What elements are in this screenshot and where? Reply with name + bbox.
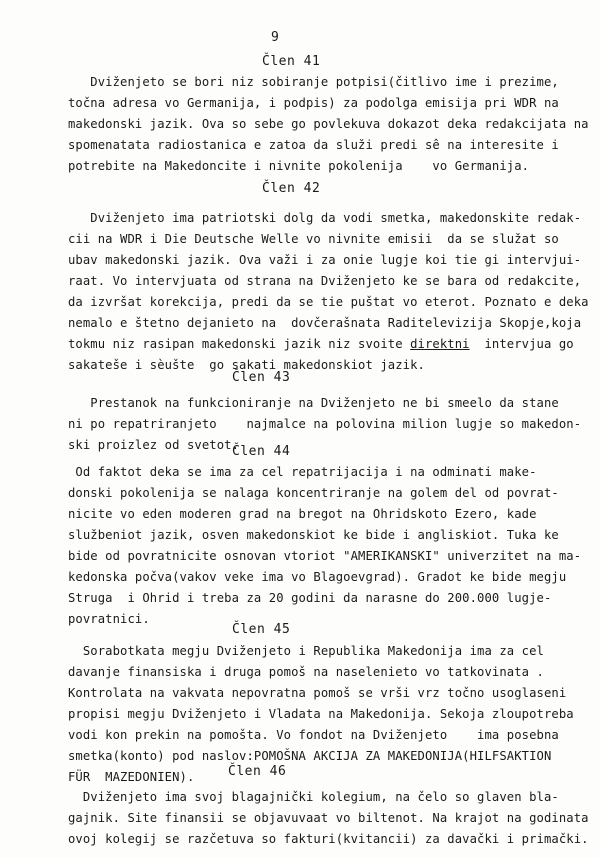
text-line: cii na WDR i Die Deutsche Welle vo nivnite emisii da se služat so xyxy=(68,232,559,246)
text-line: makedonski jazik. Ova so sebe go povlekuva dokazot deka redakcijata na xyxy=(68,117,589,131)
article-42-heading: Člen 42 xyxy=(262,181,321,196)
text-line: povratnici. xyxy=(68,612,150,626)
text-line: Dviženjeto se bori niz sobiranje potpisi(čitlivo ime i prezime, xyxy=(68,75,559,89)
page-number: 9 xyxy=(271,30,279,45)
text-line: potrebite na Makedoncite i nivnite pokolenija vo Germanija. xyxy=(68,159,530,173)
article-43-heading: Člen 43 xyxy=(232,370,291,385)
text-line: nemalo e štetno dejanieto na dovčerašnata Raditelevizija Skopje,koja xyxy=(68,316,582,330)
text-line: gajnik. Site finansii se objavuvaat vo biltenot. Na krajot na godinata xyxy=(68,811,589,825)
text-line: Kontrolata na vakvata nepovratna pomoš se vrši vrz točno usoglaseni xyxy=(68,686,567,700)
text-line xyxy=(68,334,578,355)
text-line: davanje finansiska i druga pomoš na naselenieto vo tatkovinata . xyxy=(68,665,544,679)
article-45-heading: Člen 45 xyxy=(232,622,291,637)
text-line: da izvršat korekcija, predi da se tie puštat vo eterot. Poznato e deka xyxy=(68,295,589,309)
text-segment: tokmu niz rasipan makedonski jazik niz svoite xyxy=(68,337,411,351)
article-46-body xyxy=(68,787,589,850)
article-43-body xyxy=(68,393,582,456)
text-line: točna adresa vo Germanija, i podpis) za podolga emisija pri WDR na xyxy=(68,96,559,110)
article-44-body xyxy=(68,462,582,630)
underlined-word: direktni xyxy=(410,337,470,351)
text-line: raat. Vo intervjuata od strana na Dviženjeto ke se bara od redakcite, xyxy=(68,274,582,288)
text-line: službeniot jazik, osven makedonskiot ke bide i angliskiot. Tuka ke xyxy=(68,528,559,542)
text-line: Od faktot deka se ima za cel repatrijacija i na odminati make- xyxy=(68,465,537,479)
text-line: kedonska počva(vakov veke ima vo Blagoevgrad). Gradot ke bide megju xyxy=(68,570,567,584)
text-line: donski pokolenija se nalaga koncentriranje na golem del od povrat- xyxy=(68,486,559,500)
text-line: Prestanok na funkcioniranje na Dviženjeto ne bi smeelo da stane xyxy=(68,396,559,410)
text-line: nicite vo eden moderen grad na bregot na Ohridskoto Ezero, kade xyxy=(68,507,537,521)
article-41-heading: Člen 41 xyxy=(262,54,321,69)
text-line: ni po repatriranjeto najmalce na polovina milion lugje so makedon- xyxy=(68,417,582,431)
text-segment: intervjua go xyxy=(469,337,574,351)
article-46-heading: Člen 46 xyxy=(228,764,287,779)
article-44-heading: Člen 44 xyxy=(232,444,291,459)
text-line: FÜR MAZEDONIEN). xyxy=(68,770,195,784)
text-line: bide od povratnicite osnovan vtoriot "AMERIKANSKI" univerzitet na ma- xyxy=(68,549,582,563)
article-45-body xyxy=(68,641,578,788)
text-line: vodi kon prekin na pomošta. Vo fondot na Dviženjeto ima posebna xyxy=(68,728,559,742)
text-line: Dviženjeto ima svoj blagajnički kolegium, na čelo so glaven bla- xyxy=(68,790,559,804)
text-line: ovoj kolegij se razčetuva so fakturi(kvitancii) za davački i primački. xyxy=(68,832,589,846)
text-line: Dviženjeto ima patriotski dolg da vodi smetka, makedonskite redak- xyxy=(68,211,582,225)
text-line: Struga i Ohrid i treba za 20 godini da narasne do 200.000 lugje- xyxy=(68,591,552,605)
text-line: Sorabotkata megju Dviženjeto i Republika Makedonija ima za cel xyxy=(68,644,544,658)
article-41-body xyxy=(68,72,589,177)
text-line: spomenatata radiostanica e zatoa da služi predi sê na interesite i xyxy=(68,138,559,152)
text-line: ski proizlez od svetot. xyxy=(68,438,240,452)
text-line: sakateše i sèušte go sakati makedonskiot jazik. xyxy=(68,358,425,372)
text-line: propisi megju Dviženjeto i Vladata na Makedonija. Sekoja zloupotreba xyxy=(68,707,574,721)
text-line: ubav makedonski jazik. Ova važi i za onie lugje koi tie gi intervjui- xyxy=(68,253,582,267)
text-line: smetka(konto) pod naslov:POMOŠNA AKCIJA ZA MAKEDONIJA(HILFSAKTION xyxy=(68,749,552,763)
article-42-body xyxy=(68,208,589,376)
